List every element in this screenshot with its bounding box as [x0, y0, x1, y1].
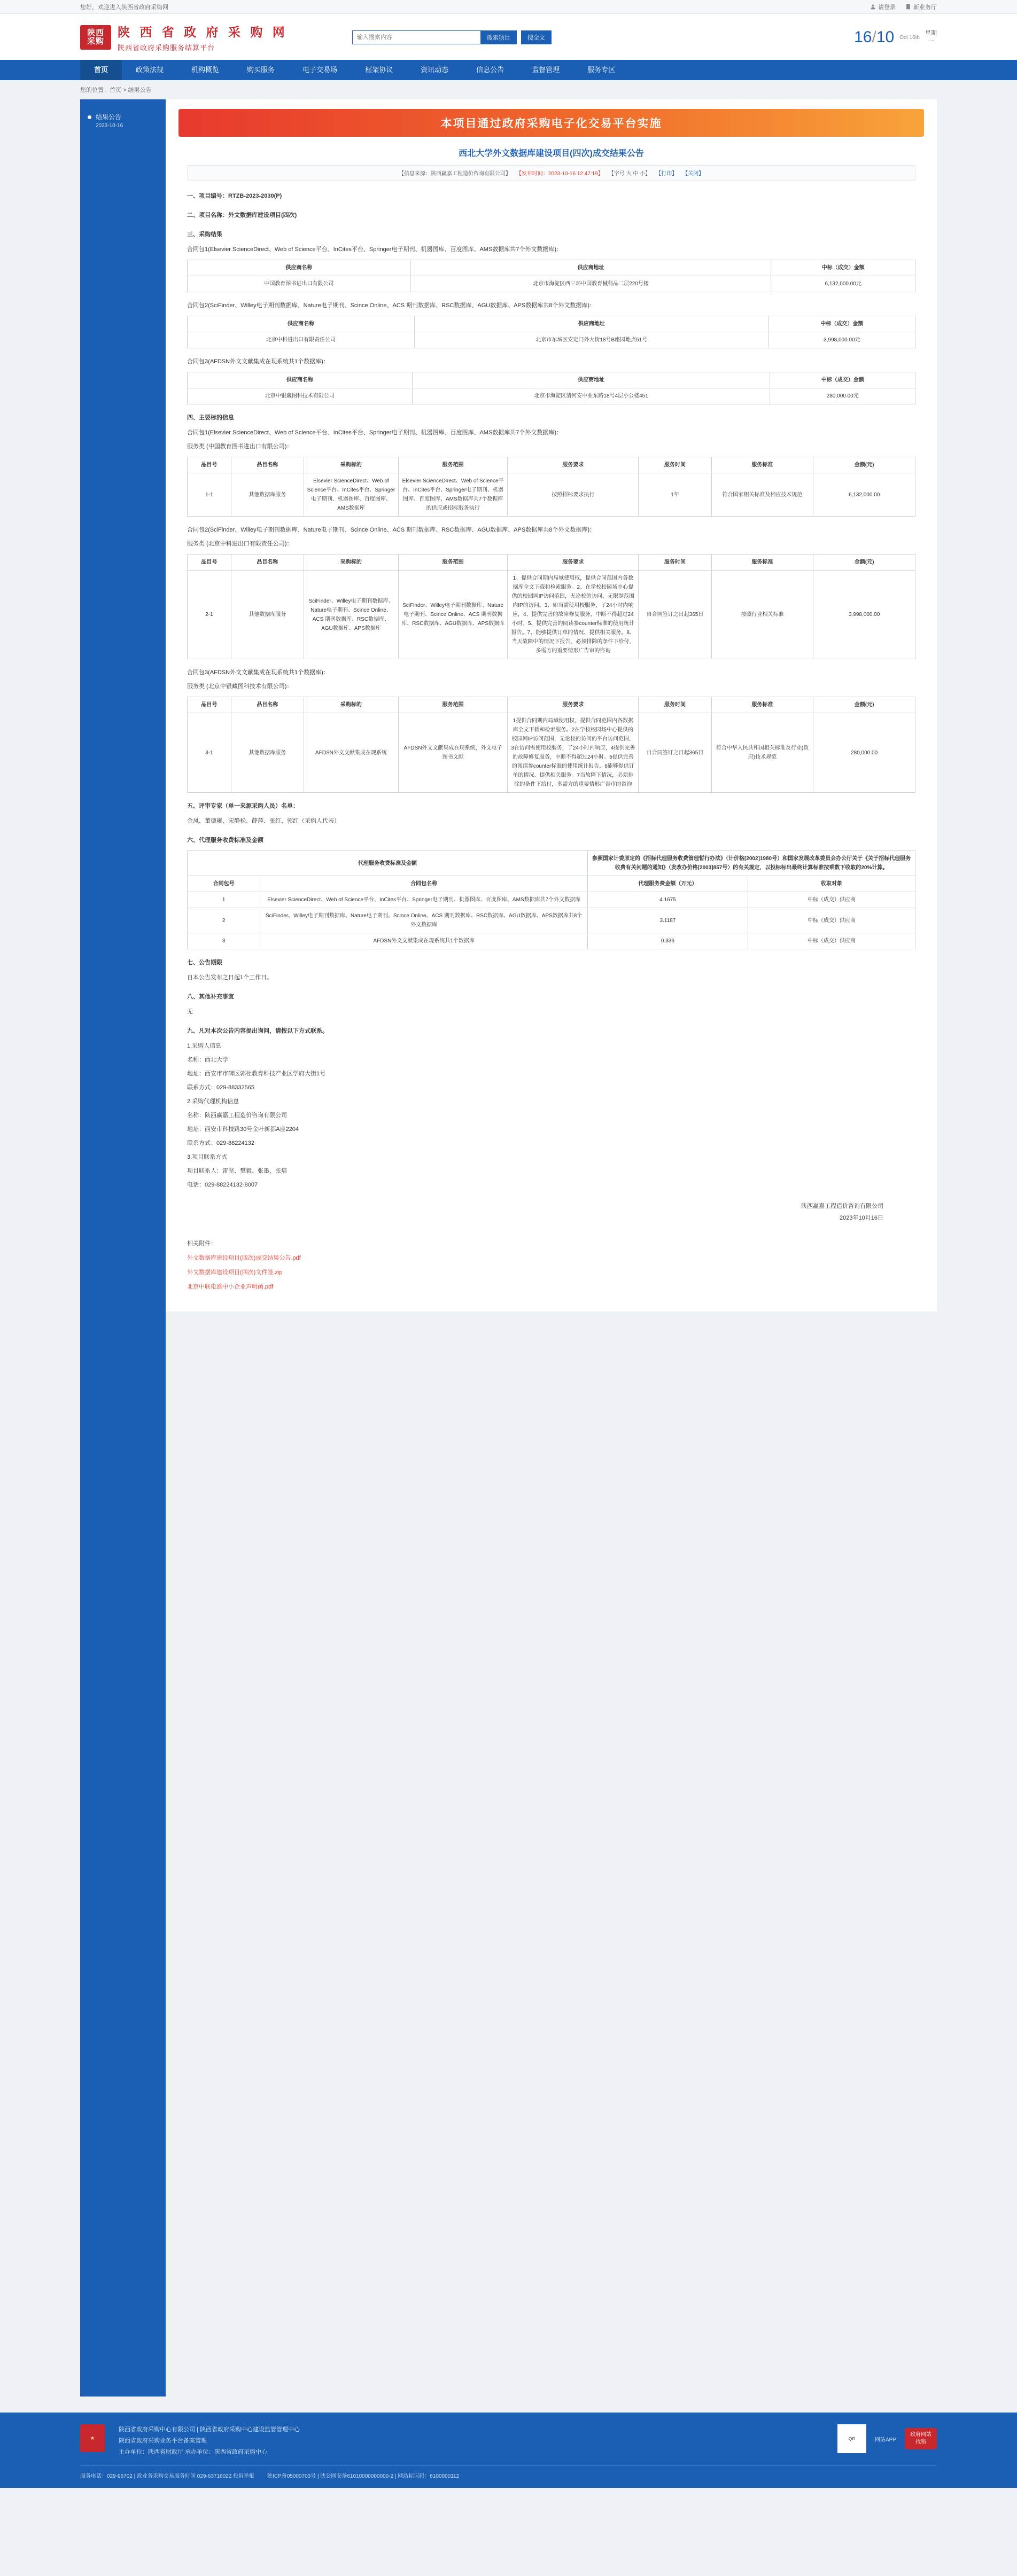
- cell-service-req: 1提供合同期内局域使用权，提供合同范围内各数据库全文下载和检索服务。2在学校校园场中心提供的校园网IP访问范围，无论校的访问的平台访问范围，3在访问需使用校服务，了24小时内响应，4提供完善的故障修复服务，中断不得超过24小时。5提供完善的阅读参counter标准的使用统计报告，6能够提供订单的情况、提供相关服务。7当故障下情况，必须排除的条件下给付，多需方的重要情形广告审的咨询: [508, 713, 639, 793]
- cell-service-time: 自合同签订之日起365日: [639, 571, 711, 659]
- th-service-standard: 服务标准: [711, 697, 813, 713]
- item-package-1-desc: 合同包1(Elsevier ScienceDirect、Web of Science平台、InCites平台、Springer电子期刊、机器图库、百度图库、AMS数据库共7个外文数据库)：: [187, 430, 563, 436]
- package-2-desc: 合同包2(SciFinder、Willey电子期刊数据库、Nature电子期刊、Scince Online、ACS 期刊数据库、RSC数据库、AGU数据库、APS数据库共8个外文数据库)：: [187, 302, 595, 309]
- cell-supplier-name: 北京中银藏图科技术有限公司: [188, 388, 413, 404]
- th-amount: 中标（成交）金额: [770, 372, 915, 388]
- fulltext-search-button[interactable]: 搜全文: [521, 30, 552, 44]
- table-row: [188, 892, 915, 908]
- other-matters: 无: [187, 1009, 193, 1015]
- purchaser-address: 地址：西安市市碑区郭杜教育科技产业区学府大街1号: [187, 1071, 326, 1077]
- site-subtitle: 陕西省政府采购服务结算平台: [118, 44, 215, 52]
- table-row: [188, 388, 915, 404]
- project-contact-title: 3.项目联系方式: [187, 1154, 228, 1160]
- th-amount: 金额(元): [813, 697, 915, 713]
- section-1-title: 一、项目编号：RTZB-2023-2030(P): [187, 193, 282, 199]
- cell-purchase-target: AFDSN外文文献集成在现系统: [304, 713, 398, 793]
- th-supplier-address: 供应商地址: [414, 316, 768, 332]
- gov-error-report-badge[interactable]: 政府网站 找错: [905, 2428, 937, 2449]
- attachments-title: 相关附件：: [187, 1240, 216, 1247]
- section-3-title: 三、采购结果: [187, 231, 222, 238]
- agency-fee-table: [187, 850, 915, 949]
- th-amount: 金额(元): [813, 457, 915, 473]
- th-supplier-name: 供应商名称: [188, 316, 415, 332]
- national-emblem-icon: ★: [80, 2424, 105, 2452]
- cell-amount: 6,132,000.00元: [771, 276, 915, 292]
- qr-label: 网站APP: [874, 2437, 896, 2443]
- result-table-2: [187, 316, 915, 348]
- cell-amount: 280,000.00: [813, 713, 915, 793]
- attachment-link-2[interactable]: 外文数据库建设项目(四次)文件签.zip: [187, 1269, 283, 1276]
- cell-item-no: 1-1: [188, 473, 231, 517]
- site-name: 陕 西 省 政 府 采 购 网: [118, 25, 288, 39]
- section-4-title: 四、主要标的信息: [187, 415, 234, 421]
- cell-service-standard: 符合国家相关标准及相应技术规范: [711, 473, 813, 517]
- result-table-3: [187, 372, 915, 404]
- th-package-name: 合同包名称: [260, 876, 588, 892]
- agency-title: 2.采购代理机构信息: [187, 1098, 239, 1105]
- agency-contact: 联系方式：029-88224132: [187, 1140, 254, 1146]
- date-day-value: 16: [854, 28, 872, 46]
- article-content: [166, 99, 937, 1312]
- agency-name: 名称：陕西赢嘉工程造价咨询有限公司: [187, 1112, 287, 1119]
- purchaser-contact: 联系方式：029-88332565: [187, 1084, 254, 1091]
- sidebar-item-label: 结果公告: [96, 113, 122, 121]
- result-table-1: [187, 260, 915, 292]
- cell-item-name: 其他数据库服务: [231, 571, 304, 659]
- cell-package-no: 2: [188, 908, 260, 933]
- cell-amount: 3,998,000.00元: [768, 332, 915, 348]
- table-row: [188, 933, 915, 949]
- table-row: [188, 332, 915, 348]
- cell-item-name: 其他数据库服务: [231, 473, 304, 517]
- th-service-standard: 服务标准: [711, 555, 813, 571]
- section-9-title: 九、凡对本次公告内容提出询问，请按以下方式联系。: [187, 1028, 328, 1034]
- th-service-req: 服务要求: [508, 697, 639, 713]
- section-6-title: 六、代理服务收费标准及金额: [187, 837, 263, 844]
- cell-package-no: 1: [188, 892, 260, 908]
- platform-banner: 本项目通过政府采购电子化交易平台实施: [178, 109, 924, 137]
- item-package-1-supplier: 服务类 (中国教育图书进出口有限公司)：: [187, 443, 293, 450]
- th-fee-amount: 代理服务费金额（万元）: [588, 876, 748, 892]
- th-supplier-address: 供应商地址: [412, 372, 770, 388]
- search-button[interactable]: 搜索项目: [480, 30, 517, 44]
- item-table-3: [187, 697, 915, 793]
- cell-amount: 280,000.00元: [770, 388, 915, 404]
- project-contact-person: 项目联系人：雷坚、樊毅、张墨、张培: [187, 1168, 287, 1174]
- cell-fee-amount: 4.1675: [588, 892, 748, 908]
- th-item-name: 品目名称: [231, 697, 304, 713]
- section-8-title: 八、其他补充事宜: [187, 994, 234, 1000]
- item-package-3-supplier: 服务类 (北京中银藏图科技术有限公司)：: [187, 683, 293, 690]
- cell-item-no: 2-1: [188, 571, 231, 659]
- utility-bar: [0, 0, 1017, 14]
- site-footer: [0, 2413, 1017, 2488]
- search-area: [352, 30, 552, 44]
- th-supplier-name: 供应商名称: [188, 260, 411, 276]
- nav-item-4[interactable]: 电子交易场: [302, 66, 338, 74]
- th-purchase-target: 采购标的: [304, 457, 398, 473]
- cell-package-no: 3: [188, 933, 260, 949]
- cell-service-scope: SciFinder、Willey电子期刊数据库、Nature电子期刊、Scince Online、ACS 期刊数据库、RSC数据库、AGU数据库、APS数据库: [398, 571, 507, 659]
- th-package-no: 合同包号: [188, 876, 260, 892]
- footer-tel: 服务电话：029-96702 | 政业务采购交易服务时间 029-63716022 投诉举报: [80, 2473, 255, 2479]
- meta-source: 【信息来源：陕西赢嘉工程造价咨询有限公司】: [398, 171, 511, 177]
- cell-fee-amount: 0.336: [588, 933, 748, 949]
- th-service-standard: 服务标准: [711, 457, 813, 473]
- attachments-block: [187, 1238, 915, 1293]
- expert-list: 金凤、董德雍、宋静松、薛萍、张红、郭红（采购人代表）: [187, 818, 340, 824]
- cell-item-name: 其他数据库服务: [231, 713, 304, 793]
- login-button[interactable]: [870, 3, 896, 11]
- weekday-label: 星期: [925, 29, 937, 36]
- purchaser-name: 名称：西北大学: [187, 1057, 228, 1063]
- section-5-title: 五、评审专家（单一来源采购人员）名单：: [187, 803, 299, 809]
- th-item-name: 品目名称: [231, 457, 304, 473]
- footer-icp: 陕ICP备05000703号 | 陕公网安备61010000000000-2 | 网站标识码：6100000112: [267, 2473, 460, 2479]
- th-item-name: 品目名称: [231, 555, 304, 571]
- cell-supplier-name: 北京中科进出口有限责任公司: [188, 332, 415, 348]
- meta-publish-time: 【发布时间：2023-10-16 12:47:19】: [516, 171, 603, 177]
- th-purchase-target: 采购标的: [304, 697, 398, 713]
- nav-item-8[interactable]: 监督管理: [532, 66, 560, 74]
- th-service-time: 服务时间: [639, 555, 711, 571]
- item-package-2-supplier: 服务类 (北京中科进出口有限责任公司)：: [187, 541, 293, 547]
- meta-print[interactable]: 【打印】: [656, 171, 678, 177]
- cell-service-standard: 按照行业相关标准: [711, 571, 813, 659]
- section-2-title: 二、项目名称：外文数据库建设项目(四次): [187, 212, 297, 218]
- item-package-3-desc: 合同包3(AFDSN外文文献集成在现系统共1个数据库)：: [187, 669, 329, 676]
- search-input[interactable]: [352, 30, 480, 44]
- notice-period: 自本公告发布之日起1个工作日。: [187, 974, 273, 981]
- th-fee-basis: 参照国家计委原定的《招标代理服务收费管理暂行办法》（计价格[2002]1980号）和国家发展改革委员会办公厅关于《关于招标代理服务收费有关问题的通知》（发改办价格[2003]857号）的有关规定，以投标标出最终计算标准按乘数下收取的20%计算。: [588, 851, 915, 876]
- cell-fee-payer: 中标（成交）供应商: [748, 892, 915, 908]
- register-label: 新业务厅: [913, 4, 937, 11]
- signature-date: 2023年10月16日: [840, 1215, 883, 1221]
- cell-item-no: 3-1: [188, 713, 231, 793]
- main-nav: [0, 60, 1017, 80]
- item-package-2-desc: 合同包2(SciFinder、Willey电子期刊数据库、Nature电子期刊、Scince Online、ACS 期刊数据库、RSC数据库、AGU数据库、APS数据库共8个外文数据库)：: [187, 527, 595, 533]
- cell-purchase-target: SciFinder、Willey电子期刊数据库、Nature电子期刊、Scince Online、ACS 期刊数据库、RSC数据库、AGU数据库、APS数据库: [304, 571, 398, 659]
- breadcrumb: [0, 80, 1017, 99]
- nav-item-1[interactable]: 政策法规: [136, 66, 164, 74]
- th-service-req: 服务要求: [508, 555, 639, 571]
- cell-service-scope: AFDSN外文文献集成在现系统，外文电子图书文献: [398, 713, 507, 793]
- table-row: [188, 473, 915, 517]
- meta-fontsize[interactable]: 【字号 大 中 小】: [608, 171, 651, 177]
- th-item-no: 品目号: [188, 697, 231, 713]
- nav-item-2[interactable]: 机构概览: [191, 66, 220, 74]
- footer-line-3: 主办单位：陕西省财政厅 承办单位：陕西省政府采购中心: [119, 2448, 268, 2455]
- th-fee-title: 代理服务收费标准及金额: [188, 851, 588, 876]
- cell-service-time: 自合同签订之日起365日: [639, 713, 711, 793]
- th-service-time: 服务时间: [639, 457, 711, 473]
- user-icon: [870, 4, 876, 10]
- cell-service-time: 1年: [639, 473, 711, 517]
- agency-address: 地址：西安市科技路30号金叶新都A座2204: [187, 1126, 299, 1133]
- register-button[interactable]: [905, 3, 937, 11]
- project-contact-phone: 电话：029-88224132-8007: [187, 1182, 258, 1188]
- login-label: 请登录: [878, 4, 896, 11]
- bullet-icon: [88, 115, 91, 119]
- nav-item-3[interactable]: 购买服务: [247, 66, 275, 74]
- cell-fee-payer: 中标（成交）供应商: [748, 908, 915, 933]
- nav-item-7[interactable]: 信息公告: [476, 66, 504, 74]
- th-item-no: 品目号: [188, 555, 231, 571]
- qr-code-icon: QR: [837, 2424, 866, 2453]
- cell-service-standard: 符合中华人民共和国相关标准及行业(政府)技术规范: [711, 713, 813, 793]
- table-row: [188, 571, 915, 659]
- cell-supplier-address: 北京市海淀区清河安中业东路18号4层小公楼451: [412, 388, 770, 404]
- th-service-scope: 服务范围: [398, 697, 507, 713]
- table-row: [188, 908, 915, 933]
- th-fee-payer: 收取对象: [748, 876, 915, 892]
- cell-fee-amount: 3.1187: [588, 908, 748, 933]
- package-1-desc: 合同包1(Elsevier ScienceDirect、Web of Science平台、InCites平台、Springer电子期刊、机器图库、百度图库、AMS数据库共7个外文数据库)：: [187, 246, 563, 253]
- site-header: [0, 14, 1017, 60]
- cell-amount: 3,998,000.00: [813, 571, 915, 659]
- page-title: 西北大学外文数据库建设项目(四次)成交结果公告: [459, 149, 644, 158]
- th-amount: 金额(元): [813, 555, 915, 571]
- table-row: [188, 713, 915, 793]
- sidebar: [80, 99, 166, 2397]
- th-supplier-address: 供应商地址: [410, 260, 771, 276]
- date-block: [854, 28, 937, 46]
- th-supplier-name: 供应商名称: [188, 372, 413, 388]
- cell-service-req: 按照招标要求执行: [508, 473, 639, 517]
- cell-purchase-target: Elsevier ScienceDirect、Web of Science平台、InCites平台、Springer电子期刊、机器图库、百度图库、AMS数据库: [304, 473, 398, 517]
- sidebar-item-date: 2023-10-16: [96, 123, 123, 129]
- date-sub: Oct 16th: [899, 34, 920, 41]
- cell-fee-payer: 中标（成交）供应商: [748, 933, 915, 949]
- cell-supplier-address: 北京市海淀区西三环中国教育械科品二层220号楼: [410, 276, 771, 292]
- th-service-time: 服务时间: [639, 697, 711, 713]
- purchaser-title: 1.采购人信息: [187, 1043, 222, 1049]
- footer-line-1: 陕西省政府采购中心有限公司 | 陕西省政府采购中心建设监管管理中心: [119, 2426, 300, 2433]
- signature-org: 陕西赢嘉工程造价咨询有限公司: [801, 1203, 883, 1209]
- date-month-value: 10: [876, 28, 895, 46]
- table-row: [188, 276, 915, 292]
- nav-item-9[interactable]: 服务专区: [587, 66, 616, 74]
- doc-icon: [905, 4, 911, 10]
- cell-package-name: AFDSN外文文献集成在现系统共1个数据库: [260, 933, 588, 949]
- nav-item-6[interactable]: 资讯动态: [421, 66, 449, 74]
- weekday-value: 一: [928, 38, 934, 45]
- breadcrumb-text: 您的位置：首页 > 结果公告: [80, 87, 152, 93]
- cell-amount: 6,132,000.00: [813, 473, 915, 517]
- footer-line-2: 陕西省政府采购业务平台备案管理: [119, 2437, 207, 2444]
- attachment-link-1[interactable]: 外文数据库建设项目(四次)成交结果公告.pdf: [187, 1255, 301, 1261]
- site-logo: 陕西 采购: [80, 25, 111, 50]
- welcome-text: 您好，欢迎进入陕西省政府采购网: [80, 4, 168, 11]
- meta-close[interactable]: 【关闭】: [682, 171, 704, 177]
- th-service-scope: 服务范围: [398, 555, 507, 571]
- sidebar-item-result-notice[interactable]: [80, 107, 166, 134]
- cell-package-name: SciFinder、Willey电子期刊数据库、Nature电子期刊、Scince Online、ACS 期刊数据库、RSC数据库、AGU数据库、APS数据库共8个外文数据库: [260, 908, 588, 933]
- package-3-desc: 合同包3(AFDSN外文文献集成在现系统共1个数据库)：: [187, 358, 329, 365]
- th-service-scope: 服务范围: [398, 457, 507, 473]
- section-7-title: 七、公告期限: [187, 959, 222, 966]
- cell-service-req: 1、提供合同期内局域使用权，提供合同范围内各数据库全文下载和检索服务。2、在学校校园场中心提供的校园网IP访问范围，无论校的访问，无限制范围内IP的访问。3、如当需使用校服务，了24小时内响应，4、提供完善的故障修复服务，中断不得超过24小时。5、提供完善的阅读参counter标准的使用统计报告。7、能够提供订单的情况、提供相关服务。8、当天故障中的情况下报告，必须排除的条件下给付，多需方的重要情形广告审的咨询: [508, 571, 639, 659]
- item-table-1: [187, 457, 915, 517]
- attachment-link-3[interactable]: 北京中联电盛中小企业声明函.pdf: [187, 1284, 274, 1290]
- article-meta: [187, 165, 915, 181]
- th-purchase-target: 采购标的: [304, 555, 398, 571]
- th-item-no: 品目号: [188, 457, 231, 473]
- cell-package-name: Elsevier ScienceDirect、Web of Science平台、InCites平台、Springer电子期刊、机器图库、百度图库、AMS数据库共7个外文数据库: [260, 892, 588, 908]
- cell-supplier-address: 北京市东城区安定门外大街18号B座园地点51号: [414, 332, 768, 348]
- date-day: 16/10: [854, 28, 895, 46]
- signature-block: [187, 1200, 915, 1224]
- site-title-block: [118, 22, 288, 52]
- cell-supplier-name: 中国教育图书进出口有限公司: [188, 276, 411, 292]
- th-amount: 中标（成交）金额: [768, 316, 915, 332]
- nav-item-0[interactable]: 首页: [80, 60, 122, 80]
- th-service-req: 服务要求: [508, 457, 639, 473]
- cell-service-scope: Elsevier ScienceDirect、Web of Science平台、InCites平台、Springer电子期刊、机器图库、百度图库、AMS数据库共7个数据库的供应或招标服务执行: [398, 473, 507, 517]
- nav-item-5[interactable]: 框架协议: [365, 66, 393, 74]
- item-table-2: [187, 554, 915, 659]
- th-amount: 中标（成交）金额: [771, 260, 915, 276]
